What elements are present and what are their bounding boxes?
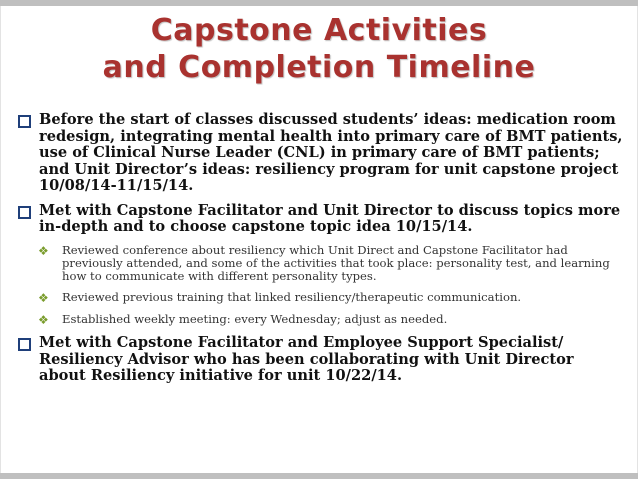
bullet-text: Met with Capstone Facilitator and Employee Support Specialist/ Resiliency Advisor who has been collaborating with Unit Director about Resiliency initiative for unit 10/22/14. (39, 334, 574, 385)
sub-bullet-text: Reviewed previous training that linked resiliency/therapeutic communication. (62, 290, 522, 305)
diamond-bullet-icon: ❖ (38, 291, 49, 306)
sub-bullet-item-1 (38, 244, 624, 284)
bullet-text: Met with Capstone Facilitator and Unit Director to discuss topics more in-depth and to choose capstone topic idea 10/15/14. (39, 201, 621, 235)
sub-bullet-text: Reviewed conference about resiliency which Unit Direct and Capstone Facilitator had previously attended, and some of the activities that took place: personality test, and learning how to communicate with different personality types. (62, 242, 610, 283)
square-bullet-icon (18, 206, 31, 219)
top-border-bar (0, 0, 638, 6)
bottom-border-bar (0, 473, 638, 479)
bullet-list (18, 112, 624, 393)
bullet-text: Before the start of classes discussed students’ ideas: medication room redesign, integrating mental health into primary care of BMT patients, use of Clinical Nurse Leader (CNL) in primary care of BMT patients; and Unit Director’s ideas: resiliency program for unit capstone project 10/08/14-11/15/14. (39, 111, 623, 194)
square-bullet-icon (18, 115, 31, 128)
square-bullet-icon (18, 338, 31, 351)
diamond-bullet-icon: ❖ (38, 313, 49, 328)
bullet-item-2 (18, 203, 624, 236)
sub-bullet-item-3 (38, 313, 624, 327)
slide-title-line-2: and Completion Timeline (102, 50, 536, 85)
sub-bullet-item-2 (38, 291, 624, 305)
bullet-item-1 (18, 112, 624, 195)
slide-title-line-1: Capstone Activities (150, 13, 488, 48)
sub-bullet-text: Established weekly meeting: every Wednesday; adjust as needed. (62, 312, 448, 327)
bullet-item-3 (18, 335, 624, 385)
slide-title (0, 12, 638, 86)
diamond-bullet-icon: ❖ (38, 243, 49, 258)
